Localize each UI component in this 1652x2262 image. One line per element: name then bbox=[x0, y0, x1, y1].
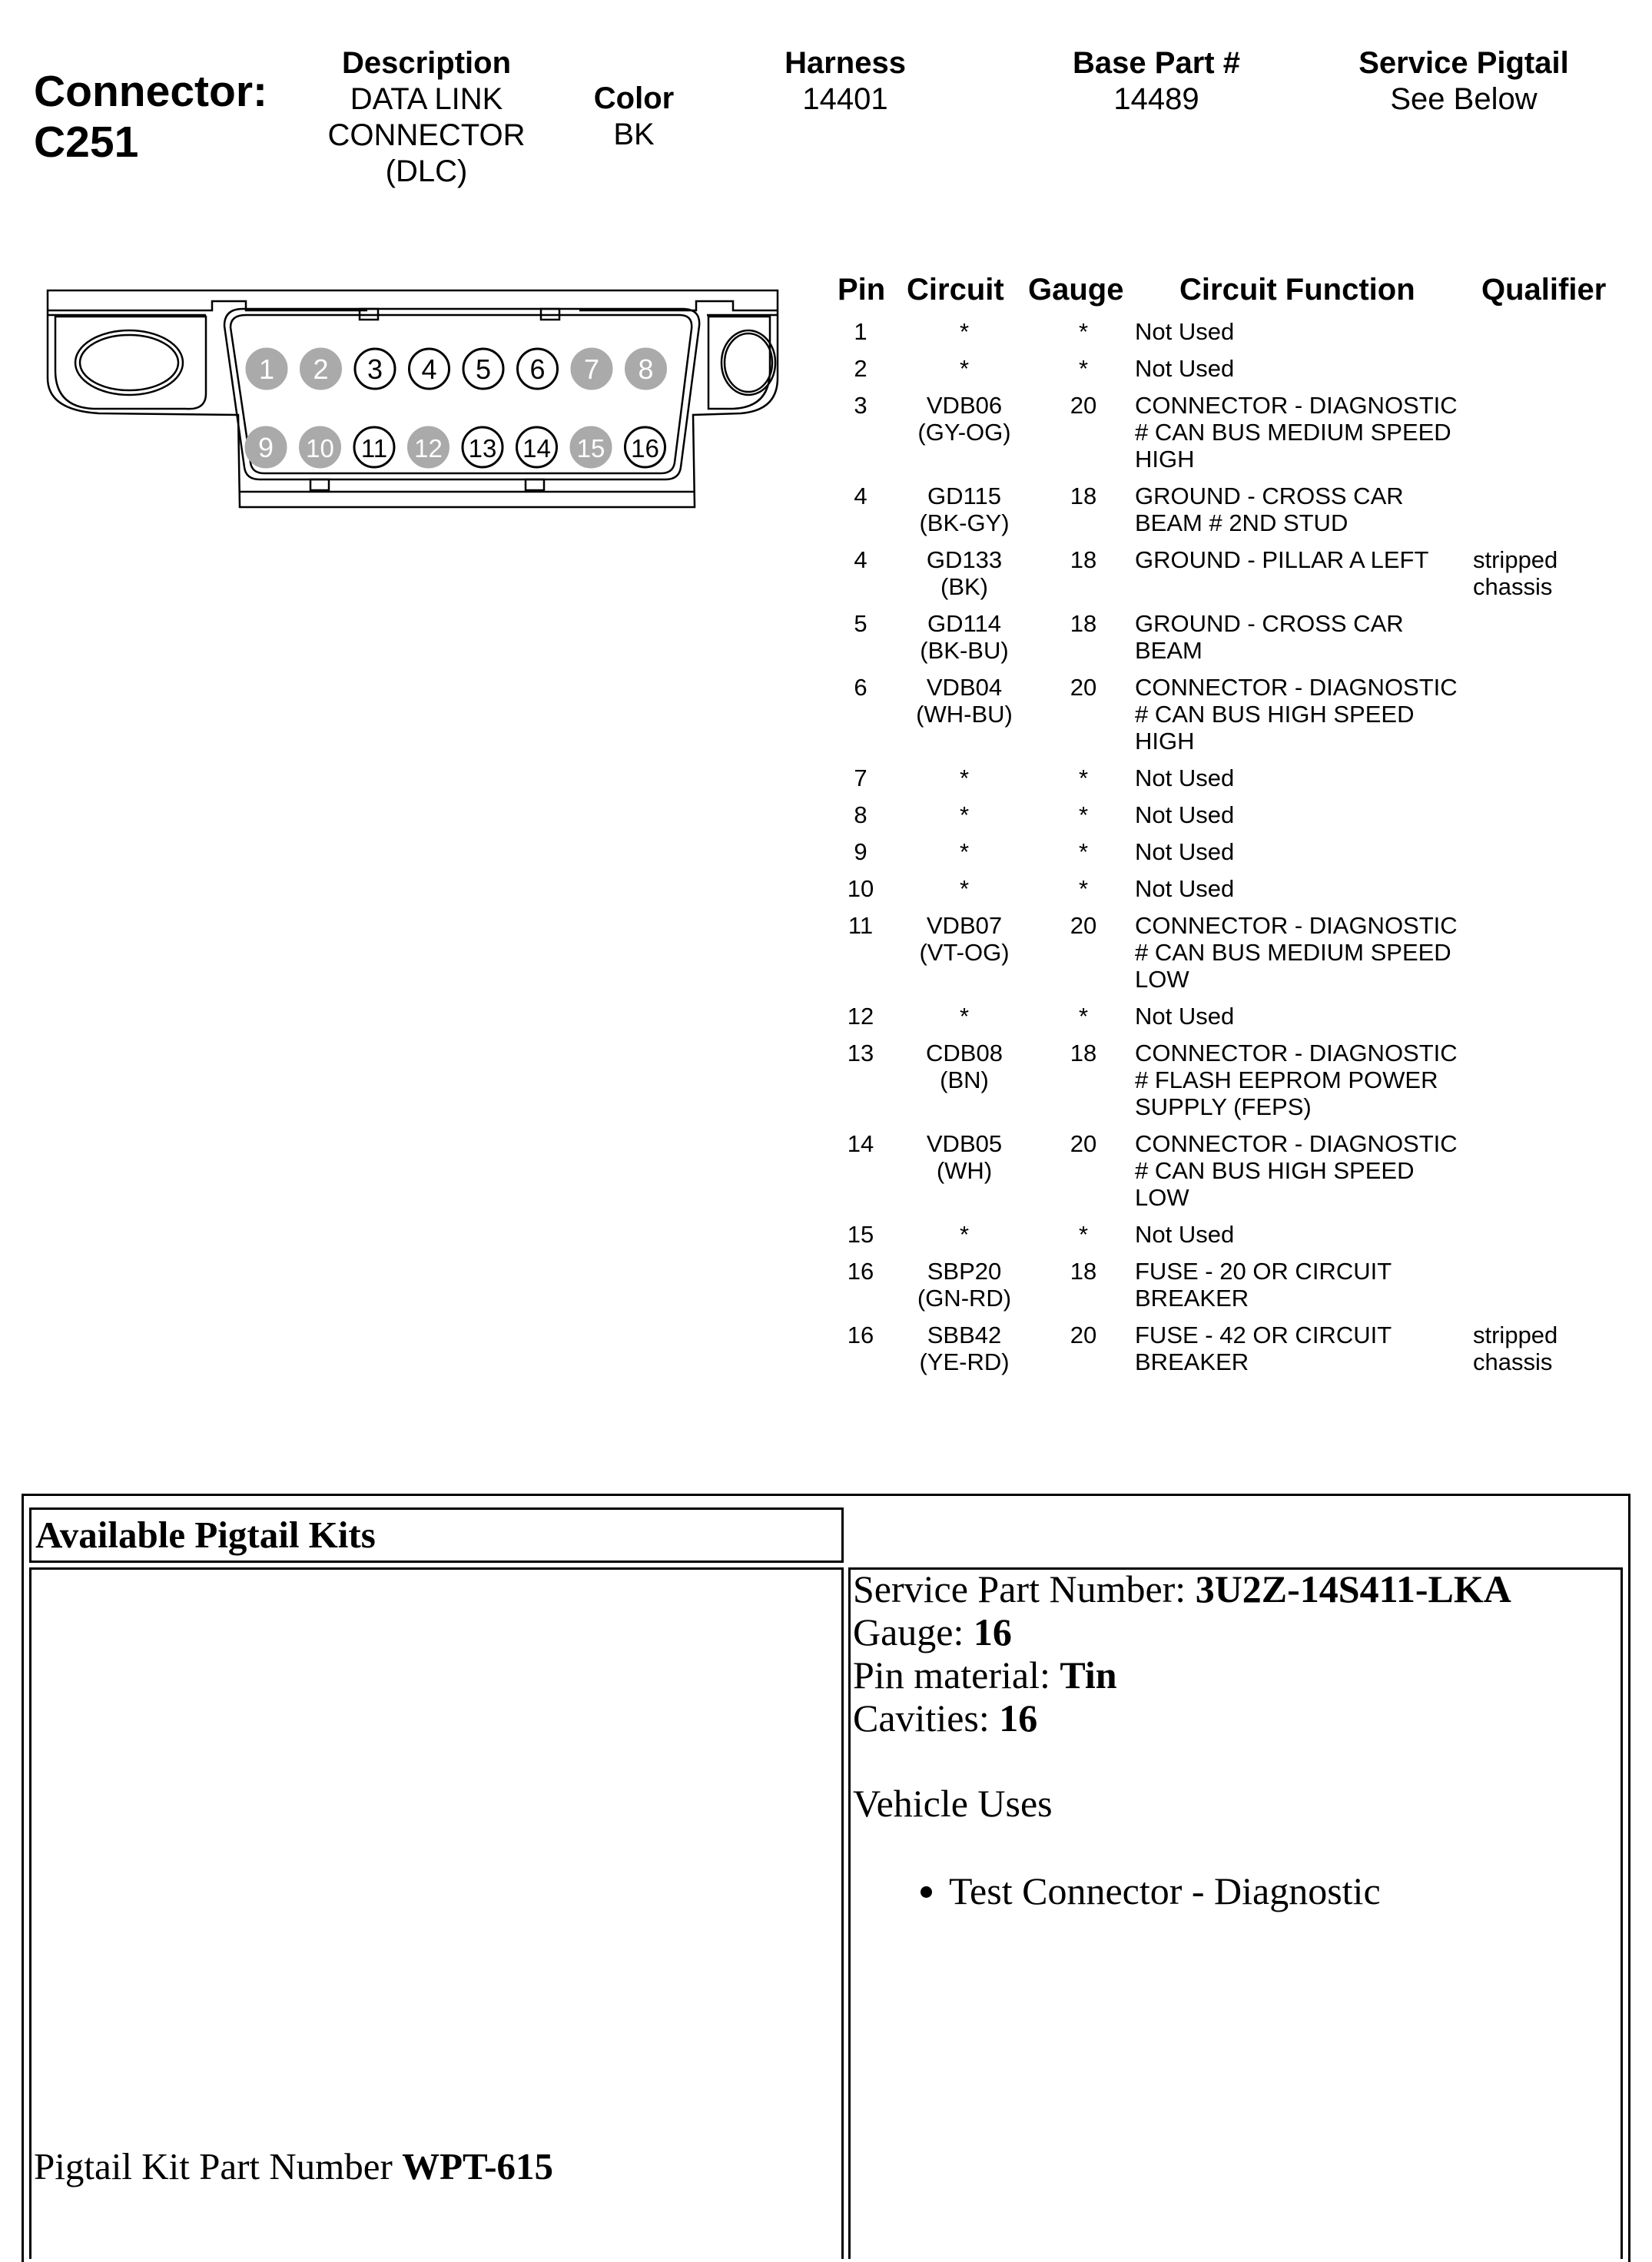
harness-heading: Harness bbox=[785, 46, 906, 80]
gauge-cell: 20 bbox=[1070, 392, 1097, 419]
pin-number-label: 5 bbox=[475, 353, 492, 385]
kit-gauge-value: 16 bbox=[973, 1610, 1012, 1653]
pin-number-cell: 11 bbox=[848, 912, 874, 939]
kit-part-value: WPT-615 bbox=[402, 2145, 554, 2187]
base-part-column bbox=[1030, 45, 1283, 118]
pin-number-label: 12 bbox=[414, 434, 443, 463]
pin-number-cell: 15 bbox=[847, 1221, 874, 1248]
pin-number-label: 16 bbox=[631, 434, 659, 463]
kit-gauge-label: Gauge: bbox=[853, 1610, 964, 1653]
kit-gauge bbox=[853, 1610, 1511, 1653]
circuit-function-cell: GROUND - CROSS CAR BEAM bbox=[1135, 610, 1404, 664]
gauge-cell: * bbox=[1078, 765, 1089, 791]
pin-number-cell: 14 bbox=[847, 1130, 874, 1157]
circuit-function-cell: CONNECTOR - DIAGNOSTIC # CAN BUS HIGH SPEED LOW bbox=[1135, 1130, 1458, 1211]
circuit-function-cell: CONNECTOR - DIAGNOSTIC # CAN BUS MEDIUM SPEED LOW bbox=[1135, 912, 1458, 993]
circuit-cell: * bbox=[959, 838, 970, 865]
circuit-function-header: Circuit Function bbox=[1179, 273, 1415, 307]
vehicle-uses-title: Vehicle Uses bbox=[853, 1782, 1053, 1825]
circuit-function-cell: FUSE - 42 OR CIRCUIT BREAKER bbox=[1135, 1322, 1392, 1375]
circuit-function-cell: Not Used bbox=[1135, 765, 1235, 791]
gauge-cell: * bbox=[1078, 838, 1089, 865]
service-pigtail-column bbox=[1306, 45, 1621, 118]
connector-pins bbox=[246, 349, 666, 467]
pin-number-cell: 16 bbox=[847, 1258, 874, 1285]
service-part-value: 3U2Z-14S411-LKA bbox=[1195, 1567, 1511, 1610]
connector-title bbox=[34, 66, 295, 167]
kit-part-label: Pigtail Kit Part Number bbox=[34, 2145, 393, 2187]
circuit-function-cell: CONNECTOR - DIAGNOSTIC # CAN BUS HIGH SPEED HIGH bbox=[1135, 674, 1458, 755]
gauge-cell: 18 bbox=[1070, 610, 1097, 637]
circuit-function-cell: GROUND - CROSS CAR BEAM # 2ND STUD bbox=[1135, 483, 1404, 536]
gauge-cell: * bbox=[1078, 1221, 1089, 1248]
circuit-cell: GD133 (BK) bbox=[926, 546, 1003, 600]
description-column bbox=[296, 45, 557, 190]
pin-header: Pin bbox=[838, 273, 886, 307]
pin-material-label: Pin material: bbox=[853, 1653, 1050, 1696]
circuit-function-cell: Not Used bbox=[1135, 318, 1235, 345]
circuit-header: Circuit bbox=[907, 273, 1004, 307]
circuit-function-cell: Not Used bbox=[1135, 875, 1235, 902]
qualifier-header: Qualifier bbox=[1481, 273, 1607, 307]
color-value: BK bbox=[613, 118, 655, 151]
gauge-cell: 20 bbox=[1070, 1322, 1097, 1348]
circuit-function-cell: Not Used bbox=[1135, 1003, 1235, 1030]
service-pigtail-heading: Service Pigtail bbox=[1358, 46, 1569, 80]
pigtail-kits-heading: Available Pigtail Kits bbox=[35, 1514, 376, 1556]
circuit-cell: VDB05 (WH) bbox=[926, 1130, 1003, 1184]
kit-pin-material bbox=[853, 1653, 1511, 1696]
pin-number-cell: 10 bbox=[847, 875, 874, 902]
gauge-cell: 18 bbox=[1070, 483, 1097, 509]
pigtail-kit-details bbox=[853, 1567, 1511, 1912]
harness-column bbox=[730, 45, 960, 118]
gauge-cell: 18 bbox=[1070, 1040, 1097, 1066]
pin-number-label: 9 bbox=[257, 432, 274, 463]
qualifier-cell: stripped chassis bbox=[1473, 546, 1558, 600]
pin-material-value: Tin bbox=[1060, 1653, 1117, 1696]
circuit-function-cell: GROUND - PILLAR A LEFT bbox=[1135, 546, 1429, 573]
qualifier-cell: stripped chassis bbox=[1473, 1322, 1558, 1375]
circuit-function-cell: CONNECTOR - DIAGNOSTIC # CAN BUS MEDIUM SPEED HIGH bbox=[1135, 392, 1458, 473]
description-line: (DLC) bbox=[385, 154, 468, 188]
base-part-value: 14489 bbox=[1113, 82, 1199, 116]
service-pigtail-value: See Below bbox=[1390, 82, 1538, 116]
circuit-function-cell: FUSE - 20 OR CIRCUIT BREAKER bbox=[1135, 1258, 1392, 1312]
pin-number-cell: 4 bbox=[854, 483, 867, 509]
circuit-cell: VDB06 (GY-OG) bbox=[917, 392, 1011, 446]
circuit-cell: * bbox=[959, 1003, 970, 1030]
gauge-header: Gauge bbox=[1028, 273, 1124, 307]
pin-number-label: 14 bbox=[522, 434, 551, 463]
pin-number-cell: 16 bbox=[847, 1322, 874, 1348]
pin-number-cell: 8 bbox=[854, 801, 867, 828]
connector-id: C251 bbox=[34, 118, 139, 167]
pin-number-cell: 9 bbox=[854, 838, 867, 865]
pin-number-label: 8 bbox=[638, 353, 654, 385]
kit-cavities bbox=[853, 1696, 1511, 1740]
pigtail-kit-part-number bbox=[34, 2144, 553, 2190]
pin-number-label: 15 bbox=[576, 434, 605, 463]
circuit-cell: GD114 (BK-BU) bbox=[920, 610, 1009, 664]
circuit-cell: GD115 (BK-GY) bbox=[919, 483, 1010, 536]
pin-number-label: 4 bbox=[421, 353, 437, 385]
circuit-function-cell: CONNECTOR - DIAGNOSTIC # FLASH EEPROM POWER SUPPLY (FEPS) bbox=[1135, 1040, 1458, 1120]
base-part-heading: Base Part # bbox=[1073, 46, 1240, 80]
vehicle-uses-list bbox=[853, 1869, 1511, 1912]
color-heading: Color bbox=[593, 81, 675, 115]
gauge-cell: * bbox=[1078, 1003, 1089, 1030]
gauge-cell: * bbox=[1078, 355, 1089, 382]
circuit-cell: VDB04 (WH-BU) bbox=[916, 674, 1013, 728]
pin-number-label: 10 bbox=[306, 434, 334, 463]
pin-number-label: 3 bbox=[367, 353, 383, 385]
pin-number-cell: 6 bbox=[854, 674, 867, 701]
cavities-label: Cavities: bbox=[853, 1696, 990, 1740]
circuit-function-cell: Not Used bbox=[1135, 801, 1235, 828]
description-line: CONNECTOR bbox=[327, 118, 526, 152]
gauge-cell: 20 bbox=[1070, 1130, 1097, 1157]
circuit-cell: * bbox=[959, 875, 970, 902]
cavities-value: 16 bbox=[999, 1696, 1038, 1740]
circuit-cell: * bbox=[959, 801, 970, 828]
pin-number-cell: 7 bbox=[854, 765, 867, 791]
pin-number-label: 6 bbox=[529, 353, 546, 385]
pin-number-cell: 4 bbox=[854, 546, 867, 573]
color-column bbox=[557, 80, 711, 153]
circuit-function-cell: Not Used bbox=[1135, 1221, 1235, 1248]
service-part-label: Service Part Number: bbox=[853, 1567, 1186, 1610]
pin-number-label: 7 bbox=[583, 353, 600, 385]
pin-number-label: 11 bbox=[360, 434, 388, 463]
pin-number-cell: 12 bbox=[847, 1003, 874, 1030]
vehicle-use-item: • Test Connector - Diagnostic bbox=[949, 1869, 1511, 1912]
circuit-cell: SBP20 (GN-RD) bbox=[917, 1258, 1012, 1312]
gauge-cell: * bbox=[1078, 875, 1089, 902]
circuit-cell: * bbox=[959, 318, 970, 345]
circuit-cell: SBB42 (YE-RD) bbox=[919, 1322, 1010, 1375]
connector-diagram bbox=[41, 286, 798, 516]
pin-number-label: 13 bbox=[468, 434, 497, 463]
harness-value: 14401 bbox=[802, 82, 888, 116]
circuit-function-cell: Not Used bbox=[1135, 838, 1235, 865]
circuit-cell: * bbox=[959, 765, 970, 791]
circuit-function-cell: Not Used bbox=[1135, 355, 1235, 382]
pin-number-cell: 13 bbox=[847, 1040, 874, 1066]
circuit-cell: * bbox=[959, 355, 970, 382]
gauge-cell: * bbox=[1078, 801, 1089, 828]
circuit-cell: VDB07 (VT-OG) bbox=[919, 912, 1010, 966]
gauge-cell: 20 bbox=[1070, 674, 1097, 701]
circuit-cell: CDB08 (BN) bbox=[926, 1040, 1003, 1093]
pin-number-label: 2 bbox=[313, 353, 329, 385]
gauge-cell: 20 bbox=[1070, 912, 1097, 939]
gauge-cell: * bbox=[1078, 318, 1089, 345]
pin-number-cell: 5 bbox=[854, 610, 867, 637]
pin-number-cell: 3 bbox=[854, 392, 867, 419]
service-part-number bbox=[853, 1567, 1511, 1610]
description-line: DATA LINK bbox=[350, 82, 503, 116]
pin-number-label: 1 bbox=[258, 353, 275, 385]
connector-label: Connector: bbox=[34, 67, 267, 116]
gauge-cell: 18 bbox=[1070, 546, 1097, 573]
circuit-cell: * bbox=[959, 1221, 970, 1248]
pin-number-cell: 1 bbox=[854, 318, 867, 345]
pin-number-cell: 2 bbox=[854, 355, 867, 382]
description-heading: Description bbox=[341, 46, 512, 80]
gauge-cell: 18 bbox=[1070, 1258, 1097, 1285]
connector-housing bbox=[48, 290, 778, 507]
